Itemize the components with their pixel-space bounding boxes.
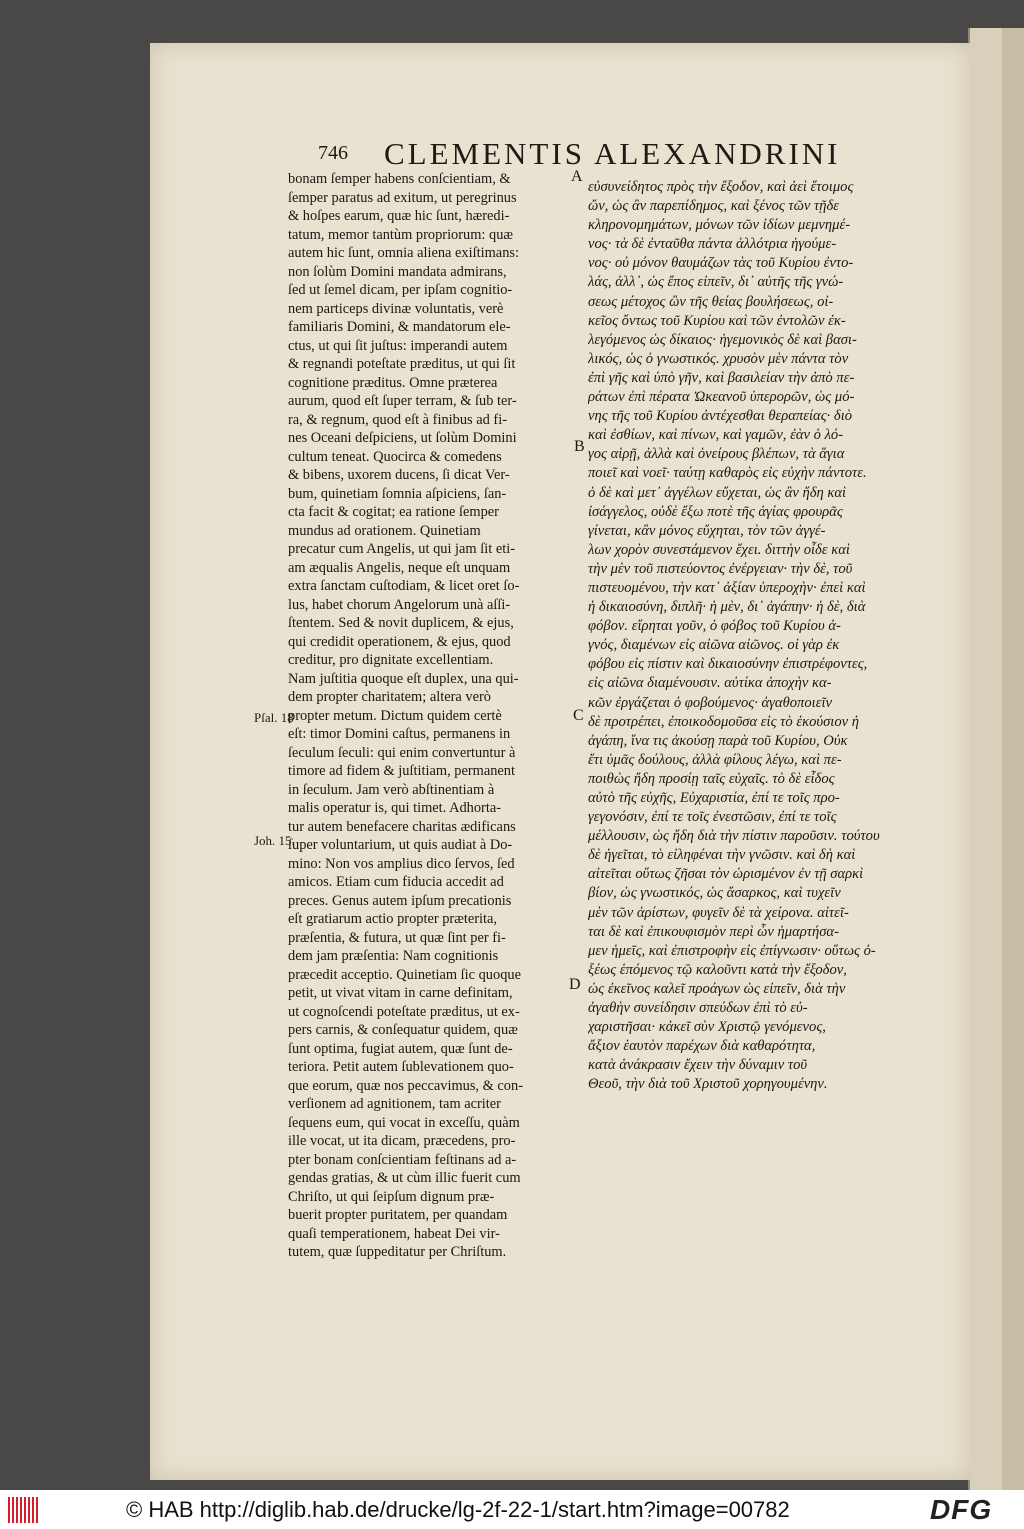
greek-text-line: βίον, ὡς γνωστικός, ὡς ἄσαρκος, καὶ τυχεῖν <box>588 885 841 902</box>
next-page-edge-shadow <box>1002 28 1024 1490</box>
greek-text-line: αὐτὸ τῆς εὐχῆς, Εὐχαριστία, ἐπί τε τοῖς προ- <box>588 790 840 806</box>
greek-text-line: κεῖος ὄντως τοῦ Κυρίου καὶ τῶν ἐντολῶν ἐκ- <box>588 312 846 329</box>
greek-text-line: λεγόμενος ὡς δίκαιος· ἡγεμονικὸς δὲ καὶ βασι- <box>588 331 857 348</box>
greek-text-line: ξέως ἑπόμενος τῷ καλοῦντι κατὰ τὴν ἔξοδον, <box>588 961 847 978</box>
greek-text-line: εὐσυνείδητος πρὸς τὴν ἔξοδον, καὶ ἀεὶ ἕτοιμος <box>588 179 854 195</box>
latin-text-line: gendas gratias, & ut cùm illic fuerit cum <box>288 1170 521 1186</box>
greek-text-line: λάς, ἀλλ᾽, ὡς ἔπος εἰπεῖν, δι᾽ αὐτῆς τῆς γνώ- <box>588 274 844 291</box>
greek-text-line: λικός, ὡς ὁ γνωστικός. χρυσὸν μὲν πάντα τὸν <box>588 350 849 367</box>
greek-text-line: ἄξιον ἑαυτὸν παρέχων διὰ καθαρότητα, <box>588 1038 816 1055</box>
latin-text-line: cognitione præditus. Omne præterea <box>288 374 498 391</box>
greek-text-line: νος· τὰ δὲ ἐνταῦθα πάντα ἀλλότρια ἡγούμε- <box>588 236 837 253</box>
margin-note-psalm: Pſal. 18 <box>254 710 294 725</box>
latin-text-line: ſtentem. Sed & novit duplicem, & ejus, <box>288 615 514 631</box>
latin-text-line: familiaris Domini, & mandatorum ele- <box>288 319 511 335</box>
latin-text-line: verſionem ad agnitionem, tam acriter <box>288 1096 501 1112</box>
latin-text-line: & regnandi poteſtate præditus, ut qui ſit <box>288 356 516 372</box>
latin-text-line: ra, & regnum, quod eſt à finibus ad fi- <box>288 411 508 428</box>
greek-text-line: νος· οὐ μόνον θαυμάζων τὰς τοῦ Κυρίου ἐντο- <box>588 255 854 272</box>
latin-text-line: ſequens eum, qui vocat in exceſſu, quàm <box>288 1114 520 1131</box>
dfg-logo: DFG <box>930 1494 993 1525</box>
greek-text-line: γεγονόσιν, ἐπί τε τοῖς ἐνεστῶσιν, ἐπί τε τοῖς <box>588 809 837 826</box>
greek-text-line: χαριστῆσαι· κἀκεῖ σὺν Χριστῷ γενόμενος, <box>588 1019 826 1036</box>
latin-text-line: & hoſpes earum, quæ hic ſunt, hæredi- <box>288 208 510 224</box>
barcode-icon <box>8 1497 40 1523</box>
latin-text-line: mino: Non vos amplius dico ſervos, ſed <box>288 855 515 872</box>
greek-text-line: λων χορὸν συνεστάμενον ἔχει. διττὴν οἶδε καὶ <box>588 541 850 558</box>
latin-text-line: lus, habet chorum Angelorum unà aſſi- <box>288 596 511 613</box>
greek-text-line: δὲ ἡγεῖται, τὸ εἰληφέναι τὴν γνῶσιν. καὶ δὴ καὶ <box>588 847 856 864</box>
latin-text-line: buerit propter puritatem, per quandam <box>288 1207 508 1223</box>
latin-text-line: in ſeculum. Jam verò abſtinentiam à <box>288 781 495 798</box>
greek-text-line: κληρονομημάτων, μόνων τῶν ἰδίων μεμνημέ- <box>588 217 851 234</box>
latin-text-line: propter metum. Dictum quidem certè <box>288 707 502 724</box>
latin-text-line: & bibens, uxorem ducens, ſi dicat Ver- <box>288 467 510 483</box>
latin-column <box>288 170 585 1262</box>
latin-text-line: ſed ut ſemel dicam, per ipſam cognitio- <box>288 282 513 298</box>
latin-text-line: malis operatur is, qui timet. Adhorta- <box>288 800 502 816</box>
latin-text-line: am æqualis Angelis, neque eſt unquam <box>288 559 511 576</box>
latin-text-line: ſemper paratus ad exitum, ut peregrinus <box>288 189 517 206</box>
greek-text-line: φόβου εἰς πίστιν καὶ δικαιοσύνην ἐπιστρέφοντες, <box>588 656 868 673</box>
latin-text-line: bonam ſemper habens conſcientiam, & <box>288 171 511 187</box>
greek-text-line: ἐπὶ γῆς καὶ ὑπὸ γῆν, καὶ βασιλείαν τὴν ἀπὸ πε- <box>588 369 855 386</box>
latin-text-line: autem hic ſunt, omnia aliena exiſtimans: <box>288 245 519 261</box>
latin-text-line: eſt: timor Domini caſtus, permanens in <box>288 726 511 742</box>
latin-text-line: ut cognoſcendi poteſtate præditus, ut ex- <box>288 1003 520 1020</box>
latin-text-line: nem particeps divinæ voluntatis, verè <box>288 300 504 317</box>
latin-text-line: præſentia, & futura, ut quæ ſint per fi- <box>288 929 506 946</box>
latin-text-line: Nam juſtitia quoque eſt duplex, una qui- <box>288 670 519 687</box>
latin-text-line: ille vocat, ut ita dicam, præcedens, pro- <box>288 1133 516 1149</box>
latin-text-line: non ſolùm Domini mandata admirans, <box>288 263 507 280</box>
greek-text-line: ράτων ἐπὶ πέρατα Ὠκεανοῦ ὑπερορῶν, ὡς μό- <box>588 389 855 406</box>
greek-text-line: πιστευομένου, τὴν κατ᾽ ἀξίαν ὑπεροχὴν· ἐπεὶ καὶ <box>588 579 866 596</box>
latin-text-line: mundus ad orationem. Quinetiam <box>288 522 481 539</box>
greek-text-line: φόβον. εἴρηται γοῦν, ὁ φόβος τοῦ Κυρίου ἁ- <box>588 618 841 635</box>
latin-text-line: bum, quinetiam ſomnia aſpiciens, ſan- <box>288 485 507 502</box>
latin-text-line: pter bonam conſcientiam feſtinans ad a- <box>288 1151 517 1168</box>
footer-bar <box>0 1490 1024 1529</box>
footer-citation[interactable]: © HAB http://diglib.hab.de/drucke/lg-2f-22-1/start.htm?image=00782 <box>126 1497 790 1522</box>
latin-text-line: præcedit acceptio. Quinetiam ſic quoque <box>288 966 521 983</box>
greek-text-line: κῶν ἐργάζεται ὁ φοβούμενος· ἀγαθοποιεῖν <box>588 694 832 711</box>
latin-text-line: timore ad fidem & juſtitiam, permanent <box>288 763 515 779</box>
greek-text-line: ἀγαθὴν συνείδησιν σπεύδων ἐπὶ τὸ εὐ- <box>588 1000 808 1017</box>
latin-text-line: Chriſto, ut qui ſeipſum dignum præ- <box>288 1188 495 1205</box>
latin-text-line: ſunt optima, fugiat autem, quæ ſunt de- <box>288 1040 513 1057</box>
greek-text-line: γνός, διαμένων εἰς αἰῶνα αἰῶνος. οἱ γὰρ ἐκ <box>588 637 840 654</box>
greek-text-line: ὁ δὲ καὶ μετ᾽ ἀγγέλων εὔχεται, ὡς ἂν ἤδη καὶ <box>588 484 847 501</box>
latin-text-line: cta facit & cogitat; ea ratione ſemper <box>288 504 499 520</box>
greek-text-line: ἰσάγγελος, οὐδὲ ἔξω ποτὲ τῆς ἁγίας φρουρᾶς <box>588 503 843 520</box>
greek-text-line: μεν ἡμεῖς, καὶ ἐπιστροφὴν εἰς ἐπίγνωσιν· οὕτως ὀ- <box>588 942 876 959</box>
greek-text-line: ἡ δικαιοσύνη, διπλῆ· ἡ μὲν, δι᾽ ἀγάπην· ἡ δὲ, διὰ <box>588 599 866 616</box>
greek-text-line: Θεοῦ, τὴν διὰ τοῦ Χριστοῦ χορηγουμένην. <box>588 1076 828 1093</box>
latin-text-line: precatur cum Angelis, ut qui jam ſit eti- <box>288 541 515 557</box>
section-mark-d: D <box>569 976 581 993</box>
page-number: 746 <box>318 142 348 164</box>
latin-text-line: ſeculum ſeculi: qui enim convertuntur à <box>288 744 516 761</box>
greek-text-line: μέλλουσιν, ὡς ἤδη διὰ τὴν πίστιν παροῦσιν. τούτου <box>588 828 880 845</box>
latin-text-line: eſt gratiarum actio propter præterita, <box>288 911 497 927</box>
greek-text-line: σεως μέτοχος ὢν τῆς θείας βουλήσεως, οἰ- <box>588 293 834 310</box>
latin-text-line: petit, ut vivat vitam in carne definitam, <box>288 985 513 1001</box>
greek-text-line: γος αἱρῇ, ἀλλὰ καὶ ὀνείρους βλέπων, τὰ ἅγια <box>588 446 845 463</box>
latin-text-line: extra ſanctam cuſtodiam, & licet oret ſo- <box>288 578 520 594</box>
section-mark-a: A <box>571 168 583 185</box>
latin-text-line: tutem, quæ ſuppeditatur per Chriſtum. <box>288 1244 507 1260</box>
latin-text-line: qui credidit operationem, & ejus, quod <box>288 633 511 650</box>
greek-text-line: εἰς αἰῶνα διαμένουσιν. αὐτίκα ἀποχὴν κα- <box>588 675 832 692</box>
latin-text-line: dem jam præſentia: Nam cognitionis <box>288 948 499 964</box>
latin-text-line: creditur, pro dignitate excellentiam. <box>288 652 494 668</box>
greek-text-line: αἰτεῖται οὕτως ζῆσαι τὸν ὡρισμένον ἐν τῇ σαρκὶ <box>588 866 864 883</box>
latin-text-line: ſuper voluntarium, ut quis audiat à Do- <box>288 837 513 853</box>
greek-text-line: μὲν τῶν ἀρίστων, φυγεῖν δὲ τὰ χείρονα. αἰτεῖ- <box>588 904 849 921</box>
latin-text-line: preces. Genus autem ipſum precationis <box>288 892 512 909</box>
greek-text-line: ὤν, ὡς ἂν παρεπίδημος, καὶ ξένος τῶν τῇδε <box>588 198 840 215</box>
greek-text-line: ποιεῖ καὶ νοεῖ· ταύτῃ καθαρὸς εἰς εὐχὴν πάντοτε. <box>588 465 867 482</box>
greek-text-line: νης τῆς τοῦ Κυρίου ἀντέχεσθαι θεραπείας· διὸ <box>588 408 853 425</box>
greek-text-line: ται δὲ καὶ ἐπικουφισμὸν περὶ ὧν ἡμαρτήσα- <box>588 923 839 940</box>
latin-text-line: dem propter charitatem; altera verò <box>288 689 491 705</box>
margin-note-john: Joh. 15. <box>254 833 295 848</box>
latin-text-line: tatum, memor tantùm propriorum: quæ <box>288 226 514 243</box>
greek-text-line: γίνεται, κἂν μόνος εὔχηται, τὸν τῶν ἀγγέ- <box>588 522 826 539</box>
latin-text-line: aurum, quod eſt ſuper terram, & ſub ter- <box>288 393 517 409</box>
greek-text-line: καὶ ἐσθίων, καὶ πίνων, καὶ γαμῶν, ἐὰν ὁ λό- <box>588 427 844 444</box>
latin-text-line: tur autem benefacere charitas ædificans <box>288 818 516 835</box>
section-mark-b: B <box>574 438 585 455</box>
running-title: CLEMENTIS ALEXANDRINI <box>384 136 841 171</box>
greek-text-line: ποιθὼς ἤδη προσίῃ ταῖς εὐχαῖς. τὸ δὲ εἶδος <box>588 770 835 787</box>
greek-column <box>588 178 950 1095</box>
latin-text-line: teriora. Petit autem ſublevationem quo- <box>288 1059 514 1075</box>
latin-text-line: que eorum, quæ nos peccavimus, & con- <box>288 1077 523 1094</box>
latin-text-line: nes Oceani deſpiciens, ut ſolùm Domini <box>288 430 517 446</box>
latin-text-line: cultum teneat. Quocirca & comedens <box>288 448 502 465</box>
greek-text-line: τὴν μὲν τοῦ πιστεύοντος ἐνέργειαν· τὴν δὲ, τοῦ <box>588 560 853 577</box>
greek-text-line: ἔτι ὑμᾶς δούλους, ἀλλὰ φίλους λέγω, καὶ πε- <box>588 751 842 768</box>
latin-text-line: pers carnis, & conſequatur quidem, quæ <box>288 1022 518 1038</box>
latin-text-line: amicos. Etiam cum fiducia accedit ad <box>288 874 504 890</box>
greek-text-line: κατὰ ἀνάκρασιν ἔχειν τὴν δύναμιν τοῦ <box>588 1057 808 1074</box>
greek-text-line: ἀγάπη, ἵνα τις ἀκούσῃ παρὰ τοῦ Κυρίου, Οὐκ <box>588 732 848 749</box>
section-mark-c: C <box>573 707 584 724</box>
greek-text-line: ὡς ἐκεῖνος καλεῖ προάγων ὡς εἰπεῖν, διὰ τὴν <box>588 980 846 997</box>
latin-text-line: ctus, ut qui ſit juſtus: imperandi autem <box>288 337 508 354</box>
greek-text-line: δὲ προτρέπει, ἐποικοδομοῦσα εἰς τὸ ἑκούσιον ἡ <box>588 713 860 730</box>
latin-text-line: quaſi temperationem, habeat Dei vir- <box>288 1225 500 1242</box>
